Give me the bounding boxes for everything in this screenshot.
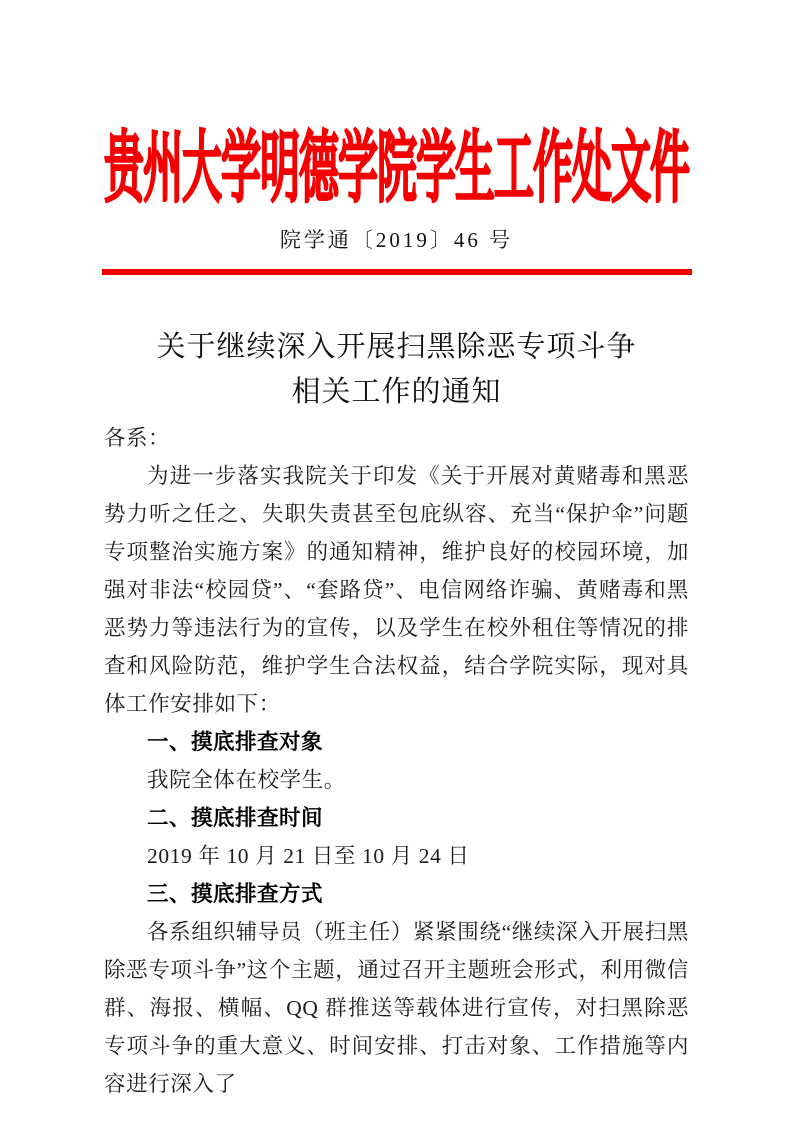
section-2 (104, 799, 689, 875)
section-1-heading: 一、摸底排查对象 (147, 730, 324, 754)
document-body (0, 325, 793, 1103)
section-1 (104, 723, 689, 799)
letterhead-org-title: 贵州大学明德学院学生工作处文件 (104, 123, 689, 212)
document-title (104, 325, 689, 415)
doc-number: 院学通〔2019〕46 号 (279, 228, 514, 252)
section-1-body: 我院全体在校学生。 (147, 768, 346, 792)
letterhead-divider (102, 269, 692, 275)
section-2-heading: 二、摸底排查时间 (147, 806, 324, 830)
section-3-body: 各系组织辅导员（班主任）紧紧围绕“继续深入开展扫黑除恶专项斗争”这个主题，通过召开主题班会形式，利用微信群、海报、横幅、QQ 群推送等载体进行宣传，对扫黑除恶专项斗争的重大意义、时间安排、打击对象、工作措施等内容进行深入了 (104, 920, 689, 1096)
section-2-body: 2019 年 10 月 21 日至 10 月 24 日 (147, 844, 470, 868)
letterhead (0, 118, 793, 275)
section-3-heading: 三、摸底排查方式 (147, 882, 324, 906)
document-title-line1: 关于继续深入开展扫黑除恶专项斗争 (156, 331, 637, 363)
salutation: 各系： (104, 426, 171, 450)
section-3 (104, 875, 689, 1103)
intro-paragraph: 为进一步落实我院关于印发《关于开展对黄赌毒和黑恶势力听之任之、失职失责甚至包庇纵容、充当“保护伞”问题专项整治实施方案》的通知精神，维护良好的校园环境，加强对非法“校园贷”、“套路贷”、电信网络诈骗、黄赌毒和黑恶势力等违法行为的宣传，以及学生在校外租住等情况的排查和风险防范，维护学生合法权益，结合学院实际，现对具体工作安排如下： (104, 464, 689, 716)
letterhead-title-row (0, 118, 793, 212)
document-title-line2: 相关工作的通知 (291, 376, 502, 408)
